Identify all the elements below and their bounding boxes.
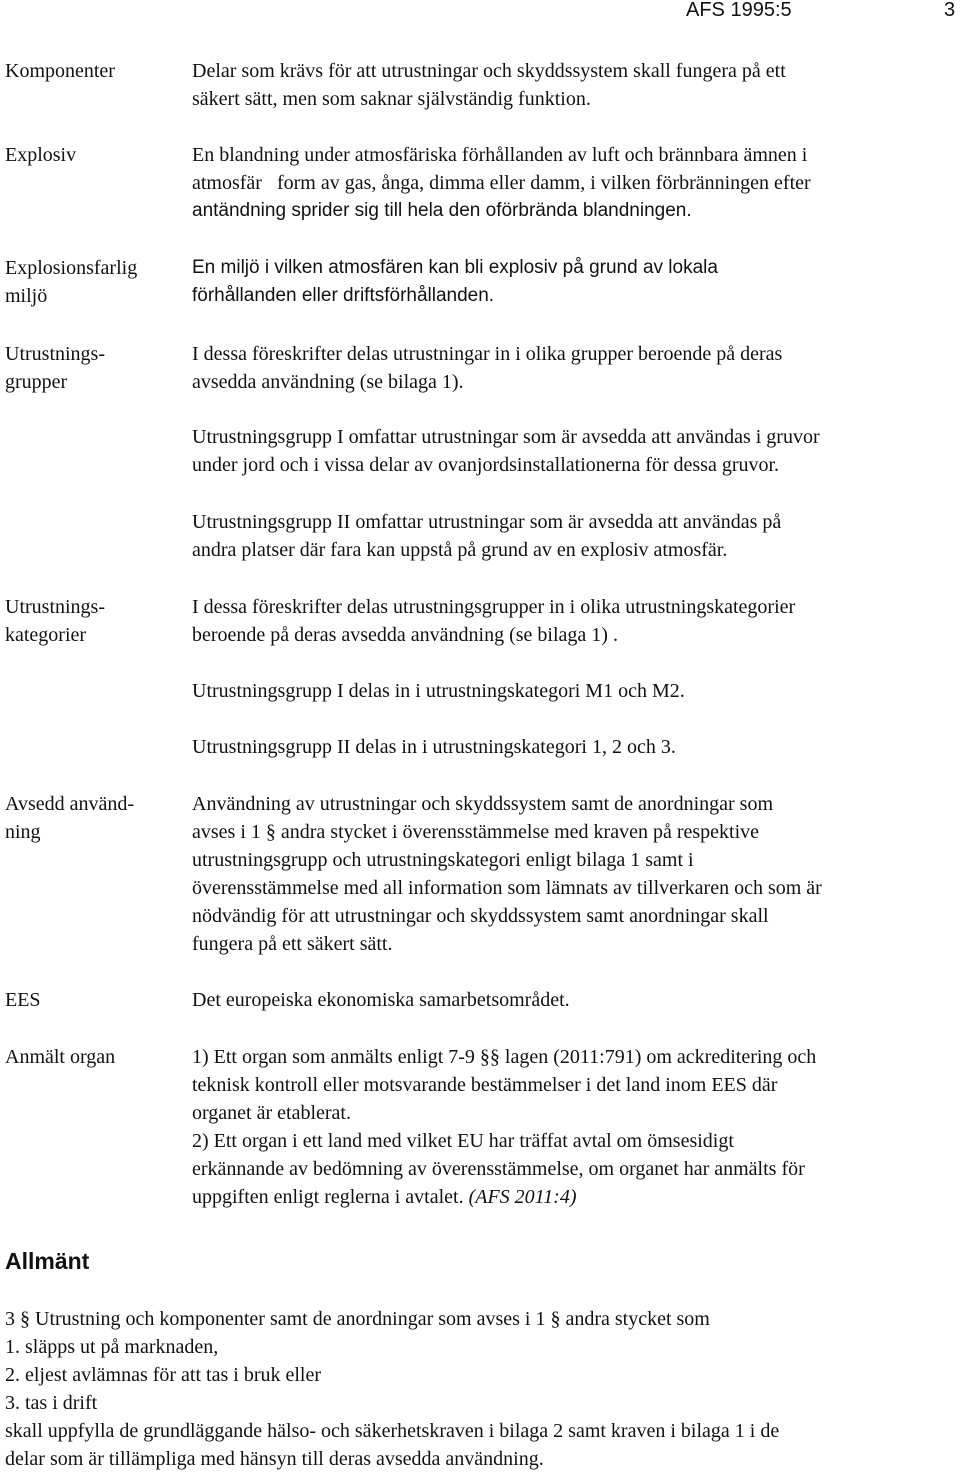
definition-ees xyxy=(192,986,958,1014)
term-anmalt-organ xyxy=(5,1043,180,1071)
definition-line: avsedda användning (se bilaga 1). xyxy=(192,371,464,393)
definition-line: förhållanden eller driftsförhållanden. xyxy=(192,285,495,306)
term-line: ning xyxy=(5,821,41,843)
definition-line: En miljö i vilken atmosfären kan bli explosiv på grund av lokala xyxy=(192,257,718,278)
definition-line: I dessa föreskrifter delas utrustningsgrupper in i olika utrustningskategorier xyxy=(192,596,796,618)
term-avsedd-anvandning xyxy=(5,790,180,846)
definition-line: 1) Ett organ som anmälts enligt 7-9 §§ lagen (2011:791) om ackreditering och xyxy=(192,1046,817,1068)
list-item: 3. tas i drift xyxy=(5,1392,98,1414)
term-utrustningsgrupper xyxy=(5,340,180,396)
definition-line: utrustningsgrupp och utrustningskategori enligt bilaga 1 samt i xyxy=(192,849,694,871)
list-item: 2. eljest avlämnas för att tas i bruk eller xyxy=(5,1364,322,1386)
term-line: Explosionsfarlig xyxy=(5,257,138,279)
term-ees xyxy=(5,986,180,1014)
paragraph-grupp-ii xyxy=(192,508,958,564)
term-line: Komponenter xyxy=(5,60,115,82)
term-explosiv xyxy=(5,141,180,169)
definition-line: beroende på deras avsedda användning (se bilaga 1) . xyxy=(192,624,618,646)
definition-line xyxy=(192,1183,958,1211)
definition-anmalt-organ xyxy=(192,1043,958,1211)
definition-line: En blandning under atmosfäriska förhållanden av luft och brännbara ämnen i xyxy=(192,144,808,166)
definition-line: 2) Ett organ i ett land med vilket EU har träffat avtal om ömsesidigt xyxy=(192,1130,734,1152)
term-line: Utrustnings- xyxy=(5,596,105,618)
definition-line: atmosfär form av gas, ånga, dimma eller damm, i vilken förbränningen efter xyxy=(192,172,811,194)
section-3-line: skall uppfylla de grundläggande hälso- och säkerhetskraven i bilaga 2 samt kraven i bilaga 1 i de xyxy=(5,1420,780,1442)
term-line: EES xyxy=(5,989,41,1011)
term-komponenter xyxy=(5,57,180,85)
term-utrustningskategorier xyxy=(5,593,180,649)
definition-line: överensstämmelse med all information som lämnats av tillverkaren och som är xyxy=(192,877,822,899)
definition-line: Utrustningsgrupp I omfattar utrustningar som är avsedda att användas i gruvor xyxy=(192,426,820,448)
term-line: Avsedd använd- xyxy=(5,793,135,815)
definition-text: uppgiften enligt reglerna i avtalet. xyxy=(192,1186,469,1208)
definition-line: Utrustningsgrupp I delas in i utrustningskategori M1 och M2. xyxy=(192,680,685,702)
definition-utrustningsgrupper xyxy=(192,340,958,396)
definition-line: Delar som krävs för att utrustningar och skyddssystem skall fungera på ett xyxy=(192,60,786,82)
definition-explosionsfarlig-miljo xyxy=(192,254,958,310)
definition-line: Det europeiska ekonomiska samarbetsområdet. xyxy=(192,989,570,1011)
definition-line: antändning sprider sig till hela den oförbrända blandningen. xyxy=(192,200,692,221)
definition-line: under jord och i vissa delar av ovanjordsinstallationerna för dessa gruvor. xyxy=(192,454,780,476)
definition-line: Användning av utrustningar och skyddssystem samt de anordningar som xyxy=(192,793,774,815)
definition-utrustningskategorier xyxy=(192,593,958,649)
term-line: kategorier xyxy=(5,624,87,646)
definition-line: Utrustningsgrupp II delas in i utrustningskategori 1, 2 och 3. xyxy=(192,736,676,758)
definition-line: andra platser där fara kan uppstå på grund av en explosiv atmosfär. xyxy=(192,539,728,561)
page-header xyxy=(0,0,960,24)
document-id: AFS 1995:5 xyxy=(686,0,792,21)
page-number: 3 xyxy=(944,0,956,21)
section-heading: Allmänt xyxy=(5,1248,90,1274)
term-line: Anmält organ xyxy=(5,1046,116,1068)
list-item: 1. släpps ut på marknaden, xyxy=(5,1336,219,1358)
definition-line: organet är etablerat. xyxy=(192,1102,351,1124)
definition-avsedd-anvandning xyxy=(192,790,958,958)
paragraph-kategori-1-2-3 xyxy=(192,733,958,761)
definition-line: fungera på ett säkert sätt. xyxy=(192,933,393,955)
definition-line: I dessa föreskrifter delas utrustningar in i olika grupper beroende på deras xyxy=(192,343,783,365)
paragraph-grupp-i xyxy=(192,423,958,479)
term-line: Explosiv xyxy=(5,144,77,166)
definition-komponenter xyxy=(192,57,958,113)
definition-line: erkännande av bedömning av överensstämmelse, om organet har anmälts för xyxy=(192,1158,805,1180)
term-explosionsfarlig-miljo xyxy=(5,254,180,310)
section-3-paragraph xyxy=(5,1305,960,1473)
definition-line: nödvändig för att utrustningar och skyddssystem samt anordningar skall xyxy=(192,905,769,927)
term-line: miljö xyxy=(5,285,48,307)
section-3-line: 3 § Utrustning och komponenter samt de anordningar som avses i 1 § andra stycket som xyxy=(5,1308,710,1330)
definition-line: Utrustningsgrupp II omfattar utrustningar som är avsedda att användas på xyxy=(192,511,782,533)
definition-line: säkert sätt, men som saknar självständig funktion. xyxy=(192,88,591,110)
section-3-line: delar som är tillämpliga med hänsyn till deras avsedda användning. xyxy=(5,1448,544,1470)
term-line: grupper xyxy=(5,371,68,393)
definition-line: avses i 1 § andra stycket i överensstämmelse med kraven på respektive xyxy=(192,821,760,843)
amendment-reference: (AFS 2011:4) xyxy=(468,1186,577,1208)
definition-explosiv xyxy=(192,141,958,225)
paragraph-kategori-m1-m2 xyxy=(192,677,958,705)
term-line: Utrustnings- xyxy=(5,343,105,365)
definition-line: teknisk kontroll eller motsvarande bestämmelser i det land inom EES där xyxy=(192,1074,778,1096)
